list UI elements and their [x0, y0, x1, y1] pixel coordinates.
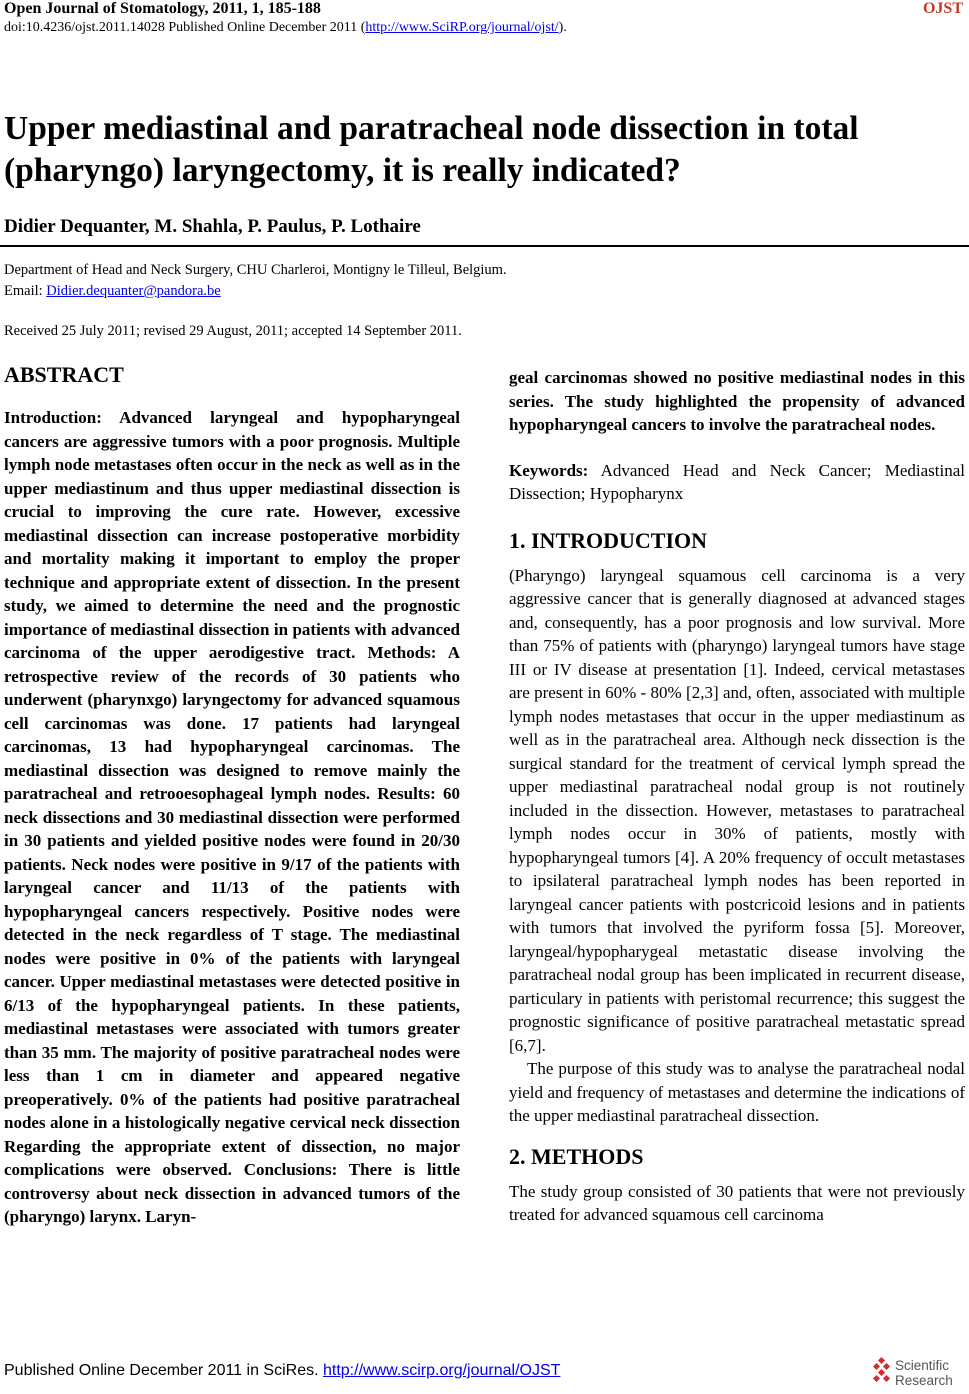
abstract-heading: ABSTRACT — [4, 362, 124, 387]
footer — [4, 1362, 560, 1380]
email-label: Email: — [4, 283, 47, 299]
author-list: Didier Dequanter, M. Shahla, P. Paulus, P. Lothaire — [4, 216, 421, 237]
methods-heading: 2. METHODS — [509, 1143, 644, 1169]
abstract-text: Introduction: Advanced laryngeal and hypopharyngeal cancers are aggressive tumors with a poor prognosis. Multiple lymph node metastases often occur in the neck as well as in the upper mediastinum and thus upper mediastinal dissection is crucial to improving the cure rate. However, excessive mediastinal dissection can increase postoperative morbidity and mortality making it important to employ the proper technique and appropriate extent of dissection. In the present study, we aimed to determine the need and the prognostic importance of mediastinal dissection in patients with advanced carcinoma of the upper aerodigestive tract. Methods: A retrospective review of the records of 30 patients who underwent (pharynxgo) laryngectomy for advanced squamous cell carcinomas was done. 17 patients had laryngeal carcinomas, 13 had hypopharyngeal carcinomas. The mediastinal dissection was designed to remove mainly the paratracheal and retrooesophageal lymph nodes. Results: 60 neck dissections and 30 mediastinal dissection were performed in 30 patients and yielded positive nodes were found in 20/30 patients. Neck nodes were positive in 9/17 of the patients with laryngeal cancer and 11/13 of the patients with hypopharyngeal cancers respectively. Positive nodes were detected in the neck regardless of T stage. The mediastinal nodes were positive in 0% of the patients with laryngeal cancer. Upper mediastinal metastases were detected positive in 6/13 of the hypopharyngeal patients. In these patients, mediastinal metastases were associated with tumors greater than 35 mm. The majority of positive paratracheal nodes were less than 1 cm in diameter and appeared negative preoperatively. 0% of the patients had positive paratracheal nodes alone in a histologically negative cervical neck dissection Regarding the appropriate extent of dissection, no major complications were observed. Conclusions: There is little controversy about neck dissection in advanced tumors of the (pharyngo) larynx. Laryn- — [4, 408, 460, 1226]
abstract-text-continued: geal carcinomas showed no positive mediastinal nodes in this series. The study highlighted the propensity of advanced hypopharyngeal cancers to involve the paratracheal nodes. — [509, 368, 965, 434]
scientific-research-logo — [871, 1356, 963, 1392]
logo-line-1: Scientific — [895, 1358, 950, 1373]
doi-line — [4, 20, 567, 36]
journal-abbreviation: OJST — [922, 0, 963, 17]
journal-name: Open Journal of Stomatology, 2011, 1, 185-188 — [4, 0, 321, 17]
logo-mark-icon — [871, 1356, 893, 1386]
doi-prefix: doi:10.4236/ojst.2011.14028 Published Online December 2011 ( — [4, 20, 366, 35]
introduction-paragraph-1: (Pharyngo) laryngeal squamous cell carcinoma is a very aggressive cancer that is generally diagnosed at advanced stages and, consequently, has a poor prognosis and low survival. More than 75% of patients with (pharyngo) laryngeal tumors have stage III or IV disease at presentation [1]. Indeed, cervical metastases are present in 60% - 80% [2,3] and, often, associated with multiple lymph nodes metastases that occur in the upper mediastinum as well as in the paratracheal area. Although neck dissection is the surgical standard for the treatment of cervical lymph spread the upper mediastinal paratracheal nodal group is not routinely included in the dissection. However, metastases to paratracheal lymph nodes occur in 30% of patients, mostly with hypopharyngeal tumors [4]. A 20% frequency of occult metastases to ipsilateral paratracheal lymph nodes has been reported in laryngeal cancer patients with postcricoid lesions and in patients with tumors that involved the pyriform fossa [5]. Moreover, laryngeal/hypopharygeal metastatic disease involving the paratracheal nodal group has been implicated in recurrent disease, particulary in patients with peristomal recurrence; this suggest the prognostic significance of positive paratracheal metastatic spread [6,7]. — [509, 565, 965, 1055]
left-column — [4, 360, 460, 1229]
introduction-heading: 1. INTRODUCTION — [509, 527, 708, 553]
keywords-text: Advanced Head and Neck Cancer; Mediastinal Dissection; Hypopharynx — [509, 460, 965, 503]
methods-paragraph-1: The study group consisted of 30 patients that were not previously treated for advanced squamous cell carcinoma — [509, 1181, 965, 1224]
right-column — [509, 366, 965, 1227]
title-divider — [0, 245, 969, 247]
introduction-paragraph-2: The purpose of this study was to analyse the paratracheal nodal yield and frequency of metastases and determine the indications of the upper mediastinal paratracheal dissection. — [509, 1059, 965, 1125]
email-line — [4, 283, 221, 300]
footer-text: Published Online December 2011 in SciRes. — [4, 1362, 323, 1379]
doi-suffix: ). — [558, 20, 567, 35]
keywords-label: Keywords: — [509, 460, 589, 480]
keywords — [509, 459, 965, 506]
journal-url-link[interactable]: http://www.SciRP.org/journal/ojst/ — [365, 20, 559, 35]
affiliation: Department of Head and Neck Surgery, CHU Charleroi, Montigny le Tilleul, Belgium. — [4, 262, 507, 278]
footer-journal-link[interactable]: http://www.scirp.org/journal/OJST — [322, 1362, 561, 1379]
author-email-link[interactable]: Didier.dequanter@pandora.be — [46, 283, 221, 299]
article-title: Upper mediastinal and paratracheal node dissection in total (pharyngo) laryngectomy, it is really indicated? — [4, 110, 859, 189]
logo-text — [895, 1358, 953, 1388]
publication-dates: Received 25 July 2011; revised 29 August, 2011; accepted 14 September 2011. — [4, 323, 462, 339]
logo-line-2: Research — [895, 1373, 953, 1388]
